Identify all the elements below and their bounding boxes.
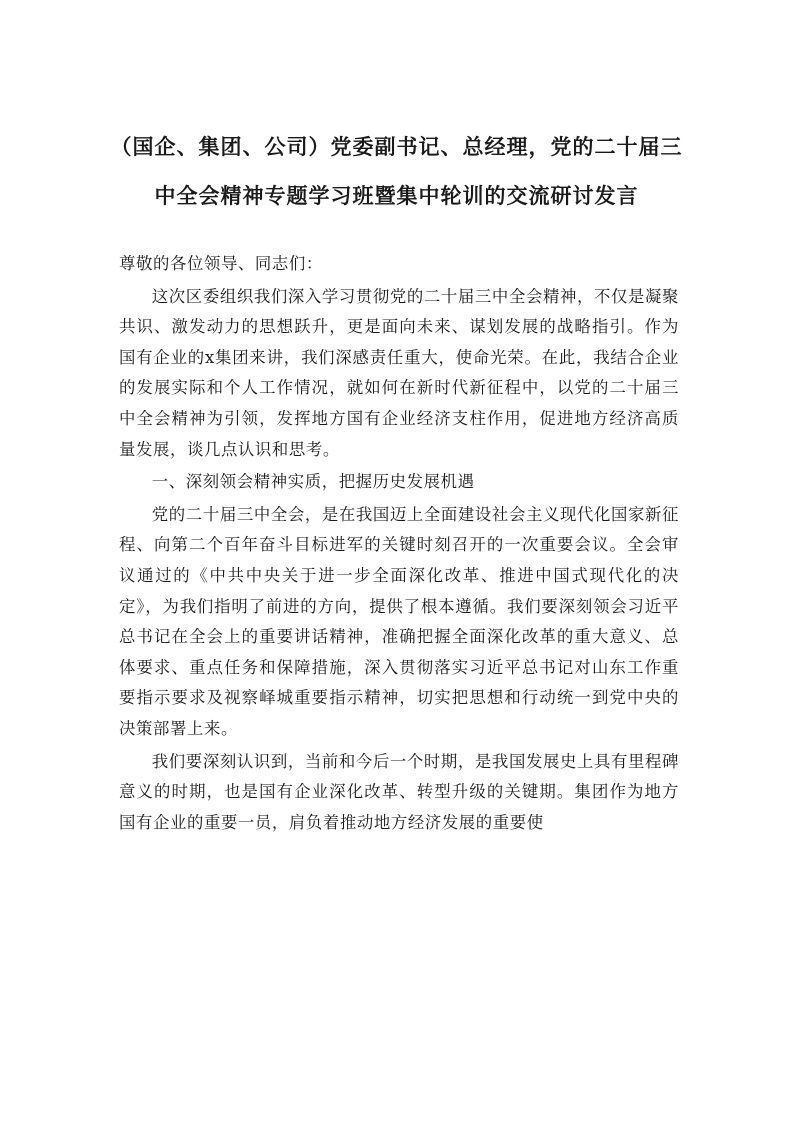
paragraph-section-1-continued: 我们要深刻认识到，当前和今后一个时期，是我国发展史上具有里程碑意义的时期，也是国有企业深化改革、转型升级的关键期。集团作为地方国有企业的重要一员，肩负着推动地方经济发展的重要使 xyxy=(119,751,679,832)
title-line-2: 中全会精神专题学习班暨集中轮训的交流研讨发言 xyxy=(154,183,639,208)
salutation: 尊敬的各位领导、同志们： xyxy=(119,254,323,273)
paragraph-intro: 这次区委组织我们深入学习贯彻党的二十届三中全会精神，不仅是凝聚共识、激发动力的思想跃升，更是面向未来、谋划发展的战略指引。作为国有企业的x集团来讲，我们深感责任重大，使命光荣。在此，我结合企业的发展实际和个人工作情况，就如何在新时代新征程中，以党的二十届三中全会精神为引领，发挥地方国有企业经济支柱作用，促进地方经济高质量发展，谈几点认识和思考。 xyxy=(119,286,679,459)
document-body xyxy=(119,249,679,838)
document-title xyxy=(100,122,693,220)
paragraph-section-1: 党的二十届三中全会，是在我国迈上全面建设社会主义现代化国家新征程、向第二个百年奋斗目标进军的关键时刻召开的一次重要会议。全会审议通过的《中共中央关于进一步全面深化改革、推进中国式现代化的决定》，为我们指明了前进的方向，提供了根本遵循。我们要深刻领会习近平总书记在全会上的重要讲话精神，准确把握全面深化改革的重大意义、总体要求、重点任务和保障措施，深入贯彻落实习近平总书记对山东工作重要指示要求及视察峄城重要指示精神，切实把思想和行动统一到党中央的决策部署上来。 xyxy=(119,504,679,738)
section-heading-1: 一、深刻领会精神实质，把握历史发展机遇 xyxy=(151,472,475,492)
title-line-1: （国企、集团、公司）党委副书记、总经理，党的二十届三 xyxy=(110,134,683,159)
